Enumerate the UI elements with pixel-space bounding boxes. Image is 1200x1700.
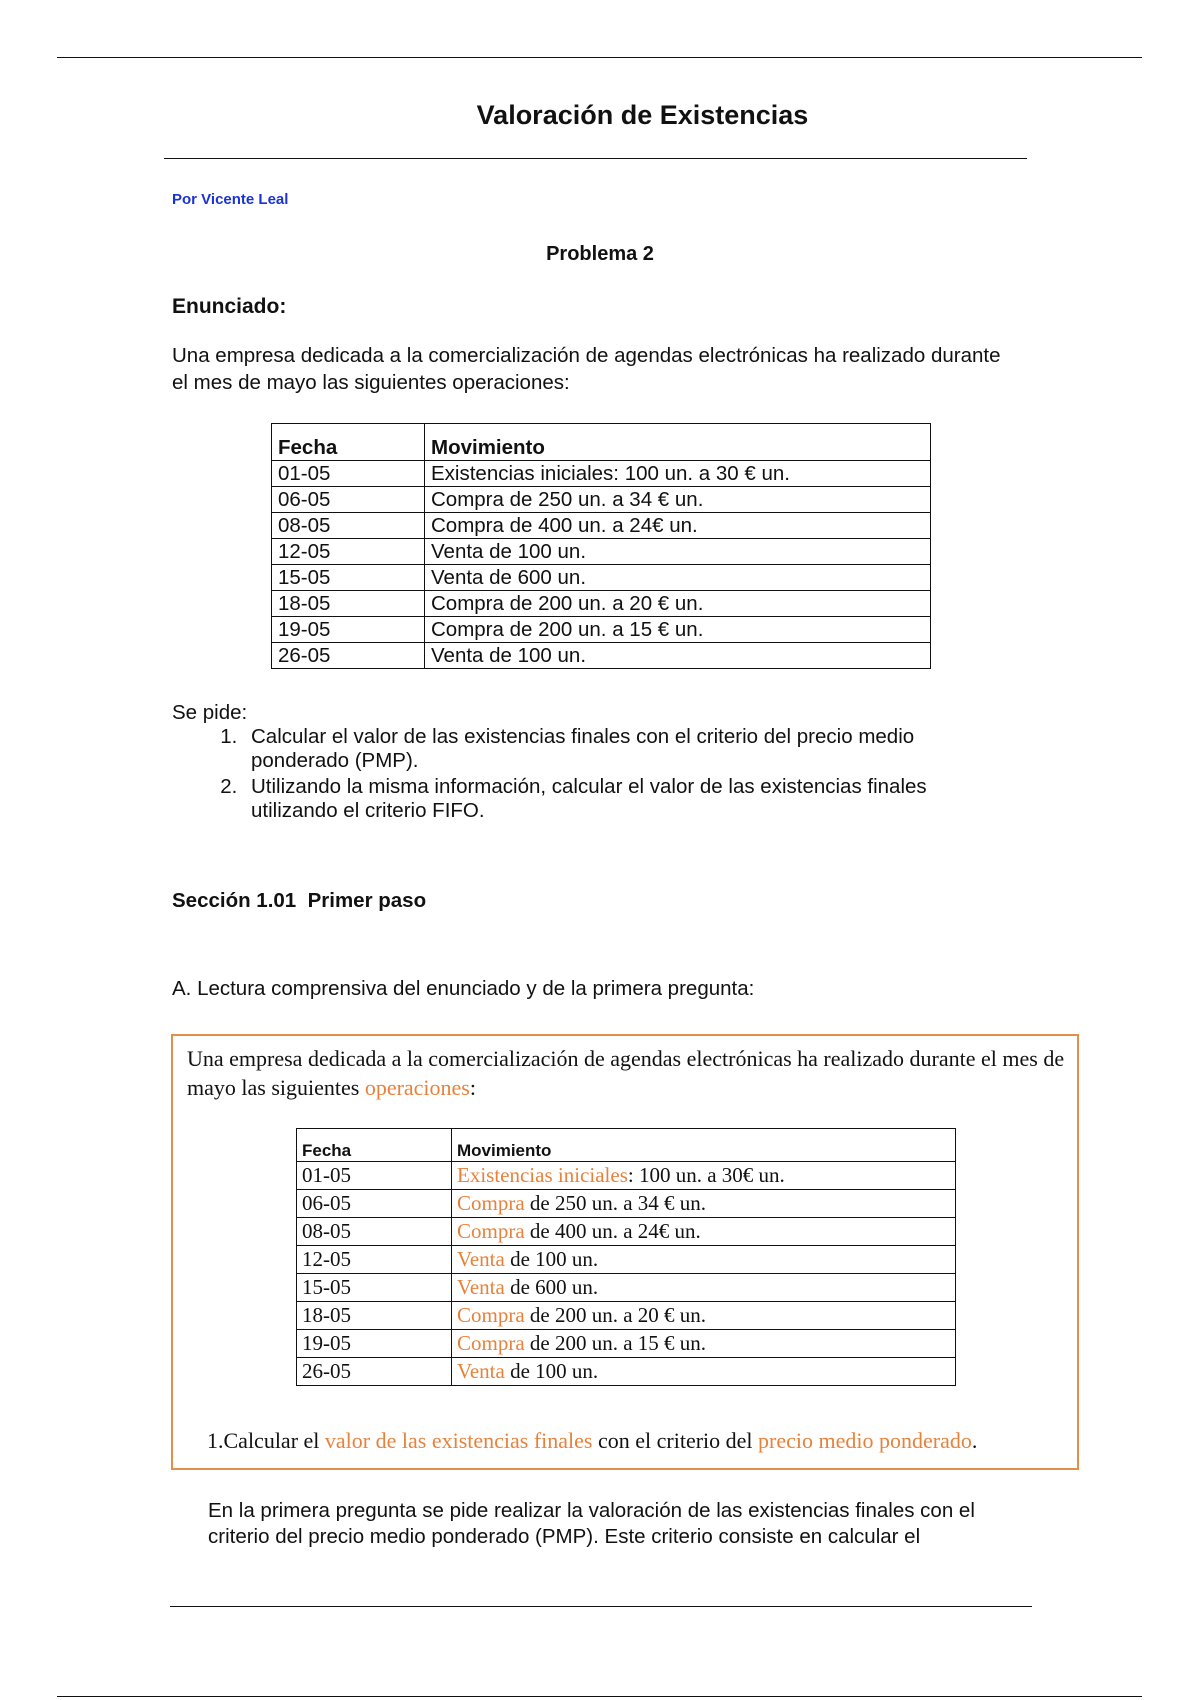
table-row <box>297 1302 956 1330</box>
cell-movimiento: Venta de 100 un. <box>425 643 931 669</box>
page-title: Valoración de Existencias <box>476 100 809 130</box>
cell-fecha: 12-05 <box>297 1246 452 1274</box>
cell-movimiento <box>452 1190 956 1218</box>
keyword: Existencias iniciales <box>457 1163 628 1187</box>
cell-movimiento <box>452 1218 956 1246</box>
detail: de 400 un. a 24€ un. <box>524 1219 701 1243</box>
table-row <box>297 1358 956 1386</box>
table-row <box>272 539 931 565</box>
keyword: Compra <box>457 1191 525 1215</box>
author-byline: Por Vicente Leal <box>172 191 289 208</box>
detail: de 100 un. <box>504 1359 599 1383</box>
question-end: . <box>971 1428 978 1453</box>
table-row <box>272 461 931 487</box>
cell-movimiento <box>452 1358 956 1386</box>
cell-fecha: 01-05 <box>272 461 425 487</box>
table-row <box>297 1246 956 1274</box>
cell-movimiento: Compra de 400 un. a 24€ un. <box>425 513 931 539</box>
detail: de 250 un. a 34 € un. <box>524 1191 707 1215</box>
table-row <box>297 1274 956 1302</box>
cell-fecha: 15-05 <box>297 1274 452 1302</box>
table-row <box>297 1190 956 1218</box>
table-row <box>297 1162 956 1190</box>
enunciado-label: Enunciado: <box>172 295 287 318</box>
box-intro <box>187 1044 1067 1102</box>
header-fecha: Fecha <box>272 424 425 461</box>
cell-movimiento <box>452 1274 956 1302</box>
cell-fecha: 26-05 <box>272 643 425 669</box>
cell-movimiento <box>452 1330 956 1358</box>
keyword: Venta <box>457 1247 505 1271</box>
keyword: Compra <box>457 1303 525 1327</box>
problem-title: Problema 2 <box>546 243 654 265</box>
detail: : 100 un. a 30€ un. <box>627 1163 785 1187</box>
list-item: 2. Utilizando la misma información, calcular el valor de las existencias finales utilizando el criterio FIFO. <box>243 775 1013 823</box>
cell-movimiento: Venta de 600 un. <box>425 565 931 591</box>
table-row <box>297 1218 956 1246</box>
se-pide-label: Se pide: <box>172 701 248 724</box>
title-underline <box>164 158 1027 159</box>
cell-movimiento: Compra de 200 un. a 15 € un. <box>425 617 931 643</box>
question-keyword-pmp: precio medio ponderado <box>758 1428 972 1453</box>
box-table-header-row <box>297 1129 956 1162</box>
keyword: Compra <box>457 1219 525 1243</box>
cell-fecha: 06-05 <box>272 487 425 513</box>
question-keyword-valor: valor de las existencias finales <box>324 1428 593 1453</box>
step-a-text: A. Lectura comprensiva del enunciado y de la primera pregunta: <box>172 977 755 1000</box>
keyword: Venta <box>457 1275 505 1299</box>
highlighted-statement-box <box>171 1034 1079 1470</box>
cell-fecha: 19-05 <box>272 617 425 643</box>
table-row <box>272 487 931 513</box>
box-header-fecha: Fecha <box>297 1129 452 1162</box>
table-row <box>272 565 931 591</box>
cell-movimiento: Compra de 200 un. a 20 € un. <box>425 591 931 617</box>
cell-fecha: 15-05 <box>272 565 425 591</box>
detail: de 600 un. <box>504 1275 599 1299</box>
bottom-page-rule <box>57 1696 1142 1697</box>
cell-fecha: 08-05 <box>272 513 425 539</box>
detail: de 100 un. <box>504 1247 599 1271</box>
table-row <box>272 617 931 643</box>
header-movimiento: Movimiento <box>425 424 931 461</box>
cell-fecha: 18-05 <box>297 1302 452 1330</box>
box-intro-end: : <box>469 1075 476 1100</box>
box-question <box>207 1428 1067 1454</box>
table-row <box>272 591 931 617</box>
keyword: Compra <box>457 1331 525 1355</box>
cell-fecha: 01-05 <box>297 1162 452 1190</box>
section-heading: Sección 1.01 Primer paso <box>172 889 427 912</box>
question-start: 1.Calcular el <box>207 1428 325 1453</box>
box-header-movimiento: Movimiento <box>452 1129 956 1162</box>
cell-movimiento <box>452 1246 956 1274</box>
requirements-list <box>207 725 1013 825</box>
list-item: 1. Calcular el valor de las existencias finales con el criterio del precio medio ponderado (PMP). <box>243 725 1013 773</box>
operations-table <box>271 423 931 669</box>
box-operations-table <box>296 1128 956 1386</box>
cell-fecha: 19-05 <box>297 1330 452 1358</box>
top-rule <box>57 57 1142 58</box>
detail: de 200 un. a 20 € un. <box>524 1303 707 1327</box>
cell-movimiento: Venta de 100 un. <box>425 539 931 565</box>
cell-movimiento: Existencias iniciales: 100 un. a 30 € un. <box>425 461 931 487</box>
cell-fecha: 12-05 <box>272 539 425 565</box>
closing-paragraph: En la primera pregunta se pide realizar la valoración de las existencias finales con el criterio del precio medio ponderado (PMP). Este criterio consiste en calcular el <box>208 1499 975 1548</box>
question-mid: con el criterio del <box>592 1428 759 1453</box>
table-header-row <box>272 424 931 461</box>
table-row <box>272 513 931 539</box>
table-row <box>272 643 931 669</box>
cell-movimiento <box>452 1162 956 1190</box>
table-row <box>297 1330 956 1358</box>
box-intro-keyword: operaciones <box>364 1075 470 1100</box>
cell-fecha: 06-05 <box>297 1190 452 1218</box>
detail: de 200 un. a 15 € un. <box>524 1331 707 1355</box>
intro-paragraph: Una empresa dedicada a la comercialización de agendas electrónicas ha realizado durante el mes de mayo las siguientes operaciones: <box>172 344 1001 394</box>
box-intro-text: Una empresa dedicada a la comercialización de agendas electrónicas ha realizado durante el mes de mayo las siguientes <box>187 1046 1065 1100</box>
cell-fecha: 18-05 <box>272 591 425 617</box>
cell-fecha: 08-05 <box>297 1218 452 1246</box>
cell-movimiento <box>452 1302 956 1330</box>
cell-movimiento: Compra de 250 un. a 34 € un. <box>425 487 931 513</box>
keyword: Venta <box>457 1359 505 1383</box>
cell-fecha: 26-05 <box>297 1358 452 1386</box>
bottom-content-rule <box>170 1606 1032 1607</box>
